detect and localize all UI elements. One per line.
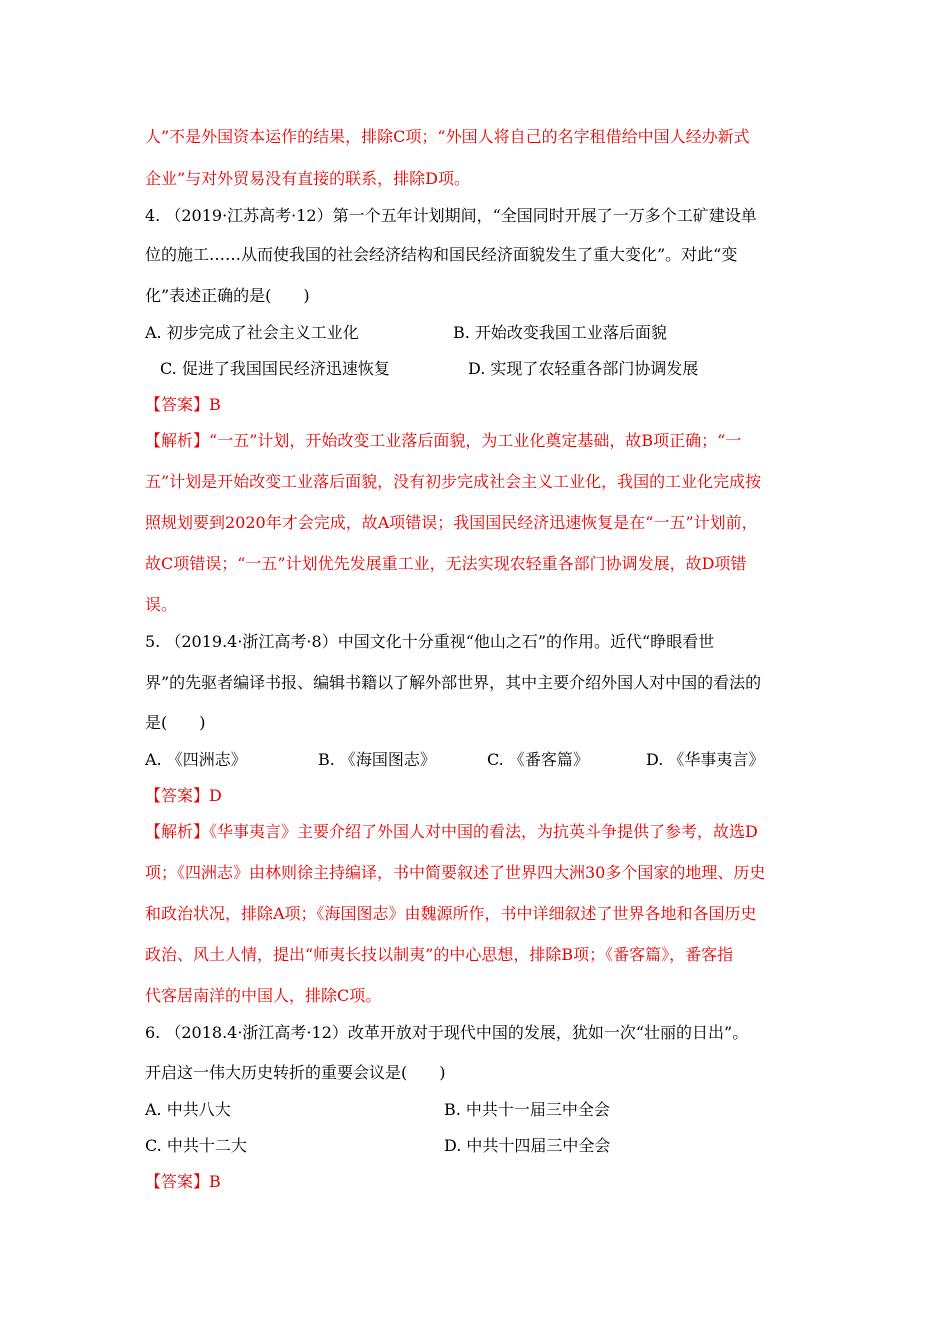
q5-analysis-line-2: 项；《四洲志》由林则徐主持编译，书中简要叙述了世界四大洲30多个国家的地理、历史 [145,863,766,882]
q4-analysis-line-5: 误。 [145,595,178,614]
q4-analysis-label: 【解析】 [145,431,210,450]
q4-answer-label: 【答案】 [145,395,210,414]
q6-stem-line-1: 6. （2018.4·浙江高考·12）改革开放对于现代中国的发展，犹如一次“壮丽的日出”。 [145,1023,749,1042]
q4-analysis-line-1 [145,431,741,451]
q5-option-c: C. 《番客篇》 [487,750,589,769]
q6-option-b: B. 中共十一届三中全会 [444,1100,610,1119]
q6-option-c: C. 中共十二大 [145,1136,247,1155]
q6-stem-line-2: 开启这一伟大历史转折的重要会议是( ) [145,1063,446,1082]
q5-analysis-label: 【解析】 [145,822,210,841]
q5-analysis-line-3: 和政治状况，排除A项；《海国图志》由魏源所作，书中详细叙述了世界各地和各国历史 [145,904,757,923]
q5-stem-line-2: 界”的先驱者编译书报、编辑书籍以了解外部世界，其中主要介绍外国人对中国的看法的 [145,673,762,692]
q4-analysis-line-3: 照规划要到2020年才会完成，故A项错误；我国国民经济迅速恢复是在“一五”计划前， [145,513,758,532]
q4-answer [145,395,221,415]
q5-answer-label: 【答案】 [145,786,210,805]
q4-answer-value: B [209,395,221,414]
q5-analysis-line-1 [145,822,758,842]
q4-option-b: B. 开始改变我国工业落后面貌 [453,323,667,342]
q5-analysis-line-5: 代客居南洋的中国人，排除C项。 [145,986,382,1005]
q5-stem-line-1: 5. （2019.4·浙江高考·8）中国文化十分重视“他山之石”的作用。近代“睁眼看世 [145,632,715,651]
q4-option-d: D. 实现了农轻重各部门协调发展 [468,359,699,378]
q5-option-b: B. 《海国图志》 [318,750,436,769]
q4-option-c: C. 促进了我国国民经济迅速恢复 [160,359,390,378]
q6-answer-value: B [209,1172,221,1191]
q4-stem-line-1: 4. （2019·江苏高考·12）第一个五年计划期间，“全国同时开展了一万多个工矿建设单 [145,206,757,225]
q6-answer-label: 【答案】 [145,1172,210,1191]
q5-option-d: D. 《华事夷言》 [646,750,765,769]
q5-answer-value: D [209,786,222,805]
q4-analysis-line-2: 五”计划是开始改变工业落后面貌，没有初步完成社会主义工业化，我国的工业化完成按 [145,472,762,491]
q6-option-a: A. 中共八大 [145,1100,231,1119]
q4-analysis-text-1: “一五”计划，开始改变工业落后面貌，为工业化奠定基础，故B项正确；“一 [209,431,742,450]
q5-analysis-line-4: 政治、风土人情，提出“师夷长技以制夷”的中心思想，排除B项；《番客篇》，番客指 [145,945,734,964]
q6-answer [145,1172,221,1192]
q5-option-a: A. 《四洲志》 [145,750,247,769]
q4-stem-line-3: 化”表述正确的是( ) [145,286,310,305]
q6-option-d: D. 中共十四届三中全会 [444,1136,611,1155]
q5-answer [145,786,222,806]
q5-analysis-text-1: 《华事夷言》主要介绍了外国人对中国的看法，为抗英斗争提供了参考，故选D [209,822,758,841]
q5-stem-line-3: 是( ) [145,713,206,732]
prev-analysis-line-2: 企业”与对外贸易没有直接的联系，排除D项。 [145,169,471,188]
q4-stem-line-2: 位的施工……从而使我国的社会经济结构和国民经济面貌发生了重大变化”。对此“变 [145,245,738,264]
prev-analysis-line-1: 人”不是外国资本运作的结果，排除C项；“外国人将自己的名字租借给中国人经办新式 [145,127,750,146]
q4-analysis-line-4: 故C项错误；“一五”计划优先发展重工业，无法实现农轻重各部门协调发展，故D项错 [145,554,747,573]
q4-option-a: A. 初步完成了社会主义工业化 [145,323,359,342]
